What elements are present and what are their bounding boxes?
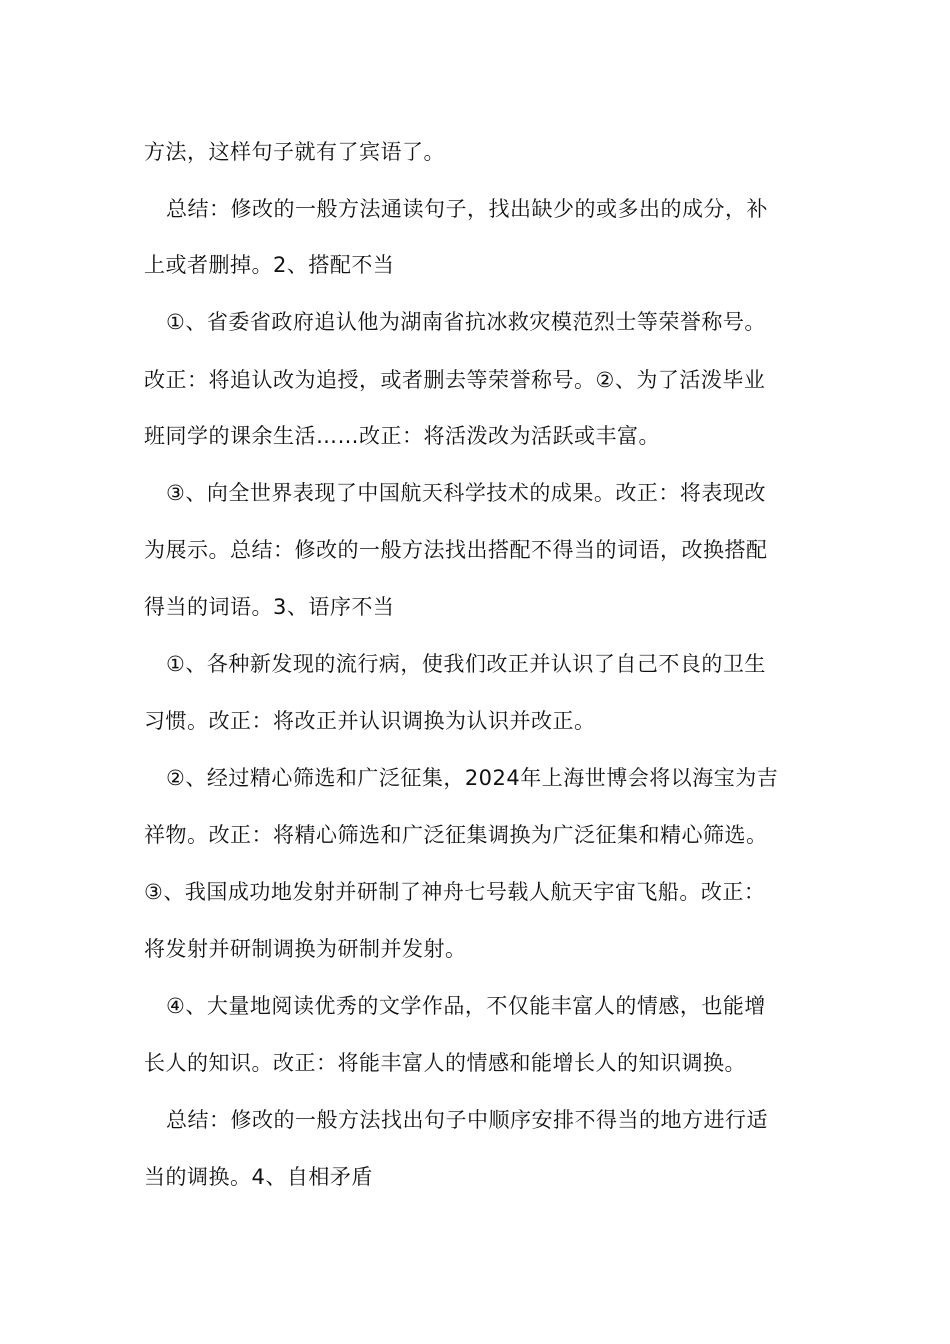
text-line: ③、我国成功地发射并研制了神舟七号载人航天宇宙飞船。改正： (144, 880, 766, 904)
text-line: 当的调换。4、自相矛盾 (144, 1165, 373, 1189)
text-line: 上或者删掉。2、搭配不当 (144, 253, 395, 277)
text-line: ①、各种新发现的流行病，使我们改正并认识了自己不良的卫生 (166, 652, 766, 676)
text-line: 总结：修改的一般方法找出句子中顺序安排不得当的地方进行适 (166, 1108, 768, 1132)
text-line: ①、省委省政府追认他为湖南省抗冰救灾模范烈士等荣誉称号。 (166, 310, 766, 334)
text-line: ②、经过精心筛选和广泛征集，2024年上海世博会将以海宝为吉 (166, 766, 779, 790)
text-line: 方法，这样句子就有了宾语了。 (144, 140, 445, 164)
text-line: 习惯。改正：将改正并认识调换为认识并改正。 (144, 709, 596, 733)
text-line: 得当的词语。3、语序不当 (144, 595, 395, 619)
text-line: 祥物。改正：将精心筛选和广泛征集调换为广泛征集和精心筛选。 (144, 823, 768, 847)
text-line: 为展示。总结：修改的一般方法找出搭配不得当的词语，改换搭配 (144, 538, 768, 562)
text-line: 改正：将追认改为追授，或者删去等荣誉称号。②、为了活泼毕业 (144, 368, 766, 392)
text-line: 长人的知识。改正：将能丰富人的情感和能增长人的知识调换。 (144, 1051, 746, 1075)
text-line: 总结：修改的一般方法通读句子，找出缺少的或多出的成分，补 (166, 197, 768, 221)
text-line: 将发射并研制调换为研制并发射。 (144, 937, 467, 961)
text-line: 班同学的课余生活……改正：将活泼改为活跃或丰富。 (144, 424, 660, 448)
text-line: ③、向全世界表现了中国航天科学技术的成果。改正：将表现改 (166, 481, 766, 505)
text-line: ④、大量地阅读优秀的文学作品，不仅能丰富人的情感，也能增 (166, 994, 766, 1018)
